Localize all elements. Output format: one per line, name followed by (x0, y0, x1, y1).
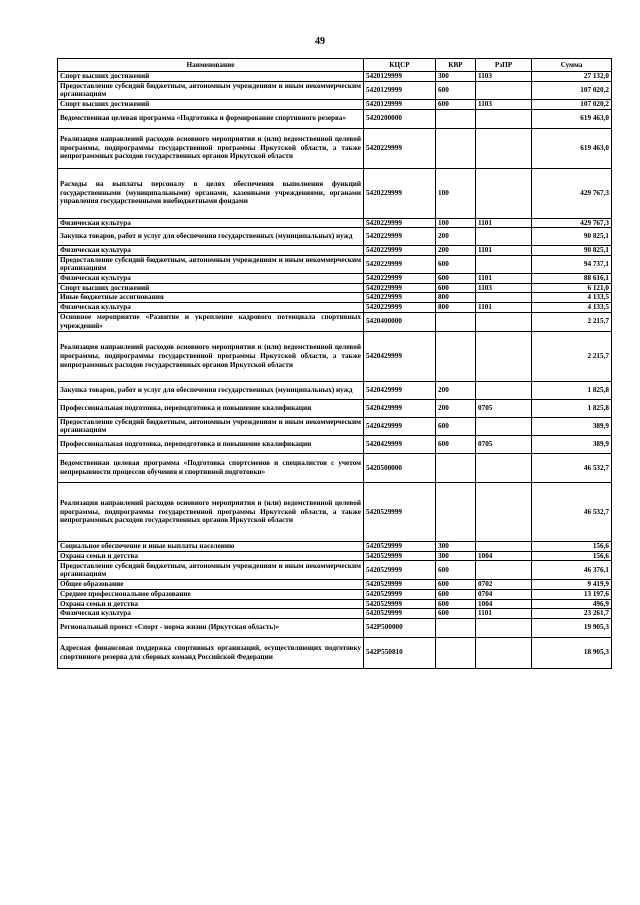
cell-code: 5420529999 (364, 609, 436, 619)
cell-kvr: 600 (436, 417, 476, 435)
cell-rzpr: 1101 (476, 609, 532, 619)
cell-kvr: 100 (436, 168, 476, 218)
cell-sum: 4 133,5 (532, 293, 612, 303)
cell-rzpr: 1103 (476, 283, 532, 293)
table-header-row (58, 59, 612, 72)
cell-rzpr (476, 541, 532, 551)
cell-kvr (436, 109, 476, 128)
table-row (58, 561, 612, 580)
cell-rzpr: 0704 (476, 589, 532, 599)
cell-code: 5420429999 (364, 381, 436, 399)
cell-code: 5420229999 (364, 283, 436, 293)
cell-sum: 13 197,6 (532, 589, 612, 599)
table-row (58, 255, 612, 273)
table-row (58, 331, 612, 381)
cell-name: Предоставление субсидий бюджетным, автономным учреждениям и иным некоммерческим организациям (58, 81, 364, 99)
cell-name: Физическая культура (58, 274, 364, 284)
cell-code: 542P550810 (364, 637, 436, 668)
table-row (58, 312, 612, 331)
cell-sum: 2 215,7 (532, 312, 612, 331)
cell-name: Ведомственная целевая программа «Подготовка спортсменов и специалистов с учетом непрерывности процессов обучения и спортивной подготовки» (58, 453, 364, 482)
cell-rzpr (476, 81, 532, 99)
cell-code: 5420129999 (364, 72, 436, 82)
cell-rzpr (476, 417, 532, 435)
cell-rzpr (476, 228, 532, 246)
cell-rzpr (476, 561, 532, 580)
cell-name: Профессиональная подготовка, переподготовка и повышение квалификации (58, 435, 364, 453)
table-row (58, 618, 612, 637)
cell-kvr: 600 (436, 580, 476, 590)
table-row (58, 541, 612, 551)
cell-kvr: 600 (436, 255, 476, 273)
cell-sum: 23 261,7 (532, 609, 612, 619)
cell-kvr: 600 (436, 599, 476, 609)
cell-sum: 18 905,3 (532, 637, 612, 668)
cell-rzpr (476, 168, 532, 218)
cell-kvr: 600 (436, 609, 476, 619)
cell-rzpr: 1103 (476, 99, 532, 109)
cell-name: Профессиональная подготовка, переподготовка и повышение квалификации (58, 399, 364, 417)
cell-name: Физическая культура (58, 609, 364, 619)
header-rzpr: РзПР (476, 59, 532, 72)
table-row (58, 551, 612, 561)
cell-kvr: 800 (436, 293, 476, 303)
table-row (58, 609, 612, 619)
table-row (58, 580, 612, 590)
cell-sum: 389,9 (532, 417, 612, 435)
cell-kvr: 200 (436, 399, 476, 417)
cell-sum: 389,9 (532, 435, 612, 453)
cell-code: 5420429999 (364, 331, 436, 381)
cell-kvr: 600 (436, 99, 476, 109)
cell-rzpr (476, 312, 532, 331)
cell-kvr (436, 128, 476, 168)
cell-code: 5420229999 (364, 303, 436, 313)
table-row (58, 599, 612, 609)
cell-kvr: 600 (436, 435, 476, 453)
cell-code: 5420529999 (364, 599, 436, 609)
cell-sum: 46 532,7 (532, 453, 612, 482)
cell-name: Расходы на выплаты персоналу в целях обеспечения выполнения функций государственными (муниципальными) органами, казенными учреждениями, органами управления государственными внебюджетными фондами (58, 168, 364, 218)
cell-code: 5420229999 (364, 246, 436, 256)
table-row (58, 228, 612, 246)
cell-kvr: 600 (436, 274, 476, 284)
cell-rzpr: 1103 (476, 72, 532, 82)
cell-code: 5420429999 (364, 417, 436, 435)
table-row (58, 72, 612, 82)
cell-name: Социальное обеспечение и иные выплаты населению (58, 541, 364, 551)
cell-sum: 496,9 (532, 599, 612, 609)
cell-name: Предоставление субсидий бюджетным, автономным учреждениям и иным некоммерческим организациям (58, 561, 364, 580)
cell-kvr (436, 312, 476, 331)
cell-code: 5420229999 (364, 274, 436, 284)
cell-rzpr: 0702 (476, 580, 532, 590)
cell-sum: 90 825,1 (532, 246, 612, 256)
cell-kvr (436, 482, 476, 541)
cell-name: Адресная финансовая поддержка спортивных организаций, осуществляющих подготовку спортивного резерва для сборных команд Российской Федерации (58, 637, 364, 668)
cell-kvr: 300 (436, 541, 476, 551)
cell-name: Охрана семьи и детства (58, 599, 364, 609)
cell-code: 5420429999 (364, 399, 436, 417)
cell-code: 5420529999 (364, 589, 436, 599)
table-row (58, 168, 612, 218)
cell-rzpr: 1101 (476, 303, 532, 313)
cell-sum: 27 132,0 (532, 72, 612, 82)
cell-code: 5420229999 (364, 168, 436, 218)
table-row (58, 381, 612, 399)
table-row (58, 637, 612, 668)
cell-kvr (436, 453, 476, 482)
cell-sum: 156,6 (532, 551, 612, 561)
cell-kvr: 200 (436, 381, 476, 399)
cell-rzpr (476, 618, 532, 637)
cell-rzpr (476, 381, 532, 399)
cell-sum: 88 616,1 (532, 274, 612, 284)
cell-rzpr (476, 637, 532, 668)
cell-name: Закупка товаров, работ и услуг для обеспечения государственных (муниципальных) нужд (58, 381, 364, 399)
cell-name: Основное мероприятие «Развитие и укрепление кадрового потенциала спортивных учреждений» (58, 312, 364, 331)
cell-kvr: 600 (436, 561, 476, 580)
header-sum: Сумма (532, 59, 612, 72)
cell-name: Реализация направлений расходов основного мероприятия и (или) ведомственной целевой программы, подпрограммы государственной программы Иркутской области, а также непрограммных расходов государственных органов Иркутской области (58, 128, 364, 168)
cell-kvr: 200 (436, 246, 476, 256)
cell-sum: 4 133,5 (532, 303, 612, 313)
table-row (58, 128, 612, 168)
table-row (58, 109, 612, 128)
cell-sum: 1 825,8 (532, 381, 612, 399)
table-row (58, 453, 612, 482)
cell-kvr: 300 (436, 72, 476, 82)
cell-rzpr: 1101 (476, 246, 532, 256)
header-kvr: КВР (436, 59, 476, 72)
cell-rzpr (476, 453, 532, 482)
cell-kvr: 600 (436, 589, 476, 599)
cell-kvr (436, 637, 476, 668)
cell-code: 5420229999 (364, 128, 436, 168)
cell-name: Региональный проект «Спорт - норма жизни (Иркутская область)» (58, 618, 364, 637)
cell-rzpr: 0705 (476, 435, 532, 453)
cell-sum: 94 737,1 (532, 255, 612, 273)
table-row (58, 274, 612, 284)
cell-code: 5420229999 (364, 255, 436, 273)
table-row (58, 417, 612, 435)
table-row (58, 81, 612, 99)
cell-name: Охрана семьи и детства (58, 551, 364, 561)
cell-kvr (436, 618, 476, 637)
cell-rzpr (476, 128, 532, 168)
cell-kvr: 300 (436, 551, 476, 561)
cell-sum: 107 020,2 (532, 99, 612, 109)
table-row (58, 303, 612, 313)
cell-sum: 619 463,0 (532, 109, 612, 128)
table-row (58, 435, 612, 453)
cell-sum: 9 419,9 (532, 580, 612, 590)
cell-kvr: 200 (436, 228, 476, 246)
cell-sum: 619 463,0 (532, 128, 612, 168)
cell-rzpr (476, 482, 532, 541)
table-row (58, 399, 612, 417)
cell-rzpr (476, 331, 532, 381)
cell-code: 5420129999 (364, 81, 436, 99)
table-body (58, 72, 612, 669)
table-row (58, 246, 612, 256)
cell-name: Предоставление субсидий бюджетным, автономным учреждениям и иным некоммерческим организациям (58, 417, 364, 435)
cell-code: 5420229999 (364, 218, 436, 228)
table-row (58, 218, 612, 228)
table-row (58, 482, 612, 541)
cell-name: Физическая культура (58, 218, 364, 228)
cell-rzpr: 1004 (476, 599, 532, 609)
cell-name: Реализация направлений расходов основного мероприятия и (или) ведомственной целевой программы, подпрограммы государственной программы Иркутской области, а также непрограммных расходов государственных органов Иркутской области (58, 482, 364, 541)
cell-name: Ведомственная целевая программа «Подготовка и формирование спортивного резерва» (58, 109, 364, 128)
cell-sum: 107 020,2 (532, 81, 612, 99)
page-number: 49 (315, 36, 325, 47)
cell-rzpr (476, 109, 532, 128)
table-row (58, 589, 612, 599)
cell-name: Спорт высших достижений (58, 99, 364, 109)
cell-sum: 2 215,7 (532, 331, 612, 381)
cell-rzpr: 1101 (476, 274, 532, 284)
cell-name: Спорт высших достижений (58, 283, 364, 293)
cell-code: 5420529999 (364, 561, 436, 580)
table-row (58, 99, 612, 109)
cell-kvr: 600 (436, 283, 476, 293)
cell-code: 5420400000 (364, 312, 436, 331)
cell-kvr: 600 (436, 81, 476, 99)
cell-sum: 156,6 (532, 541, 612, 551)
cell-code: 5420529999 (364, 580, 436, 590)
cell-kvr: 800 (436, 303, 476, 313)
cell-name: Спорт высших достижений (58, 72, 364, 82)
cell-code: 5420529999 (364, 541, 436, 551)
header-name: Наименование (58, 59, 364, 72)
cell-rzpr: 0705 (476, 399, 532, 417)
cell-name: Реализация направлений расходов основного мероприятия и (или) ведомственной целевой программы, подпрограммы государственной программы Иркутской области, а также непрограммных расходов государственных органов Иркутской области (58, 331, 364, 381)
cell-code: 542P500000 (364, 618, 436, 637)
cell-name: Физическая культура (58, 303, 364, 313)
cell-sum: 46 532,7 (532, 482, 612, 541)
cell-code: 5420500000 (364, 453, 436, 482)
cell-sum: 90 825,1 (532, 228, 612, 246)
cell-name: Предоставление субсидий бюджетным, автономным учреждениям и иным некоммерческим организациям (58, 255, 364, 273)
cell-rzpr: 1101 (476, 218, 532, 228)
cell-sum: 429 767,3 (532, 168, 612, 218)
cell-kvr: 100 (436, 218, 476, 228)
cell-sum: 19 905,3 (532, 618, 612, 637)
cell-code: 5420229999 (364, 228, 436, 246)
cell-sum: 1 825,8 (532, 399, 612, 417)
cell-name: Иные бюджетные ассигнования (58, 293, 364, 303)
cell-code: 5420200000 (364, 109, 436, 128)
cell-kvr (436, 331, 476, 381)
cell-code: 5420129999 (364, 99, 436, 109)
cell-name: Закупка товаров, работ и услуг для обеспечения государственных (муниципальных) нужд (58, 228, 364, 246)
cell-sum: 429 767,3 (532, 218, 612, 228)
table-row (58, 283, 612, 293)
cell-name: Общее образование (58, 580, 364, 590)
header-kcsr: КЦСР (364, 59, 436, 72)
cell-sum: 46 376,1 (532, 561, 612, 580)
cell-sum: 6 121,0 (532, 283, 612, 293)
cell-rzpr (476, 255, 532, 273)
cell-code: 5420429999 (364, 435, 436, 453)
cell-name: Физическая культура (58, 246, 364, 256)
cell-code: 5420529999 (364, 551, 436, 561)
cell-rzpr (476, 293, 532, 303)
cell-rzpr: 1004 (476, 551, 532, 561)
budget-table (57, 58, 612, 669)
cell-name: Среднее профессиональное образование (58, 589, 364, 599)
cell-code: 5420529999 (364, 482, 436, 541)
cell-code: 5420229999 (364, 293, 436, 303)
table-row (58, 293, 612, 303)
